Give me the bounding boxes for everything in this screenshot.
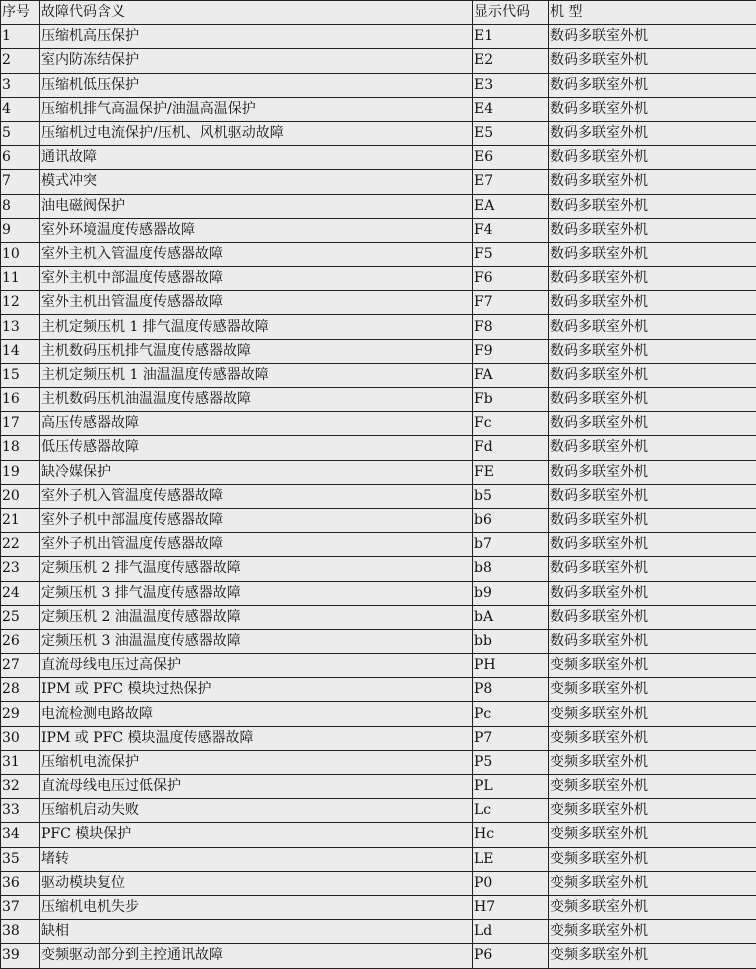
- cell-num: 1: [1, 25, 40, 49]
- cell-code: F7: [473, 291, 549, 315]
- cell-code: F6: [473, 267, 549, 291]
- cell-num: 22: [1, 533, 40, 557]
- cell-model: 数码多联室外机: [549, 146, 756, 170]
- cell-description: 油电磁阀保护: [40, 194, 473, 218]
- cell-description: 定频压机 2 油温温度传感器故障: [40, 605, 473, 629]
- table-row: [1, 581, 756, 605]
- table-row: [1, 920, 756, 944]
- cell-model: 变频多联室外机: [549, 895, 756, 919]
- cell-code: Fd: [473, 436, 549, 460]
- cell-code: FE: [473, 460, 549, 484]
- cell-model: 数码多联室外机: [549, 629, 756, 653]
- cell-code: Hc: [473, 823, 549, 847]
- cell-description: 变频驱动部分到主控通讯故障: [40, 944, 473, 968]
- cell-model: 数码多联室外机: [549, 339, 756, 363]
- cell-code: b9: [473, 581, 549, 605]
- cell-description: 模式冲突: [40, 170, 473, 194]
- cell-num: 28: [1, 678, 40, 702]
- table-row: [1, 170, 756, 194]
- cell-num: 10: [1, 242, 40, 266]
- cell-model: 数码多联室外机: [549, 194, 756, 218]
- cell-description: IPM 或 PFC 模块过热保护: [40, 678, 473, 702]
- cell-description: 室外主机中部温度传感器故障: [40, 267, 473, 291]
- cell-num: 34: [1, 823, 40, 847]
- cell-description: 通讯故障: [40, 146, 473, 170]
- cell-code: PL: [473, 775, 549, 799]
- cell-model: 变频多联室外机: [549, 847, 756, 871]
- cell-description: 直流母线电压过高保护: [40, 654, 473, 678]
- cell-description: 电流检测电路故障: [40, 702, 473, 726]
- cell-model: 变频多联室外机: [549, 702, 756, 726]
- cell-num: 11: [1, 267, 40, 291]
- header-description: 故障代码含义: [40, 1, 473, 25]
- cell-num: 24: [1, 581, 40, 605]
- cell-code: P8: [473, 678, 549, 702]
- cell-description: 室外主机出管温度传感器故障: [40, 291, 473, 315]
- cell-model: 数码多联室外机: [549, 315, 756, 339]
- cell-model: 数码多联室外机: [549, 460, 756, 484]
- cell-code: F5: [473, 242, 549, 266]
- table-row: [1, 315, 756, 339]
- cell-code: E2: [473, 49, 549, 73]
- cell-description: 压缩机电机失步: [40, 895, 473, 919]
- cell-description: 室外环境温度传感器故障: [40, 218, 473, 242]
- cell-code: LE: [473, 847, 549, 871]
- cell-num: 38: [1, 920, 40, 944]
- cell-code: E5: [473, 121, 549, 145]
- cell-num: 5: [1, 121, 40, 145]
- cell-num: 36: [1, 871, 40, 895]
- cell-num: 7: [1, 170, 40, 194]
- cell-model: 数码多联室外机: [549, 581, 756, 605]
- cell-num: 16: [1, 388, 40, 412]
- cell-num: 32: [1, 775, 40, 799]
- cell-code: Ld: [473, 920, 549, 944]
- cell-model: 数码多联室外机: [549, 121, 756, 145]
- cell-model: 变频多联室外机: [549, 823, 756, 847]
- cell-model: 变频多联室外机: [549, 678, 756, 702]
- table-row: [1, 291, 756, 315]
- cell-model: 变频多联室外机: [549, 775, 756, 799]
- table-row: [1, 97, 756, 121]
- cell-model: 数码多联室外机: [549, 436, 756, 460]
- cell-description: 定频压机 3 排气温度传感器故障: [40, 581, 473, 605]
- table-row: [1, 460, 756, 484]
- cell-model: 数码多联室外机: [549, 49, 756, 73]
- cell-description: 驱动模块复位: [40, 871, 473, 895]
- cell-num: 37: [1, 895, 40, 919]
- cell-num: 18: [1, 436, 40, 460]
- cell-model: 数码多联室外机: [549, 363, 756, 387]
- table-row: [1, 218, 756, 242]
- cell-code: P6: [473, 944, 549, 968]
- cell-num: 25: [1, 605, 40, 629]
- table-row: [1, 702, 756, 726]
- cell-description: 缺冷媒保护: [40, 460, 473, 484]
- cell-code: b7: [473, 533, 549, 557]
- cell-description: 定频压机 3 油温温度传感器故障: [40, 629, 473, 653]
- cell-num: 15: [1, 363, 40, 387]
- cell-description: 室外子机出管温度传感器故障: [40, 533, 473, 557]
- cell-description: 压缩机高压保护: [40, 25, 473, 49]
- table-row: [1, 750, 756, 774]
- cell-description: 室外主机入管温度传感器故障: [40, 242, 473, 266]
- table-row: [1, 654, 756, 678]
- cell-num: 20: [1, 484, 40, 508]
- table-row: [1, 944, 756, 968]
- cell-num: 26: [1, 629, 40, 653]
- table-row: [1, 508, 756, 532]
- cell-description: 室外子机入管温度传感器故障: [40, 484, 473, 508]
- cell-num: 33: [1, 799, 40, 823]
- cell-num: 2: [1, 49, 40, 73]
- cell-description: 压缩机电流保护: [40, 750, 473, 774]
- cell-description: 压缩机启动失败: [40, 799, 473, 823]
- cell-num: 14: [1, 339, 40, 363]
- cell-code: H7: [473, 895, 549, 919]
- cell-model: 数码多联室外机: [549, 218, 756, 242]
- cell-model: 变频多联室外机: [549, 726, 756, 750]
- cell-code: F8: [473, 315, 549, 339]
- table-row: [1, 484, 756, 508]
- cell-model: 变频多联室外机: [549, 944, 756, 968]
- cell-description: 主机数码压机油温温度传感器故障: [40, 388, 473, 412]
- table-row: [1, 823, 756, 847]
- cell-num: 8: [1, 194, 40, 218]
- cell-description: 主机定频压机 1 油温温度传感器故障: [40, 363, 473, 387]
- cell-code: Pc: [473, 702, 549, 726]
- cell-model: 数码多联室外机: [549, 25, 756, 49]
- cell-model: 数码多联室外机: [549, 605, 756, 629]
- cell-num: 39: [1, 944, 40, 968]
- cell-code: E3: [473, 73, 549, 97]
- cell-code: FA: [473, 363, 549, 387]
- cell-code: F9: [473, 339, 549, 363]
- cell-code: E1: [473, 25, 549, 49]
- cell-model: 数码多联室外机: [549, 97, 756, 121]
- cell-code: bA: [473, 605, 549, 629]
- table-row: [1, 775, 756, 799]
- cell-model: 数码多联室外机: [549, 267, 756, 291]
- cell-num: 21: [1, 508, 40, 532]
- cell-model: 数码多联室外机: [549, 557, 756, 581]
- cell-code: b8: [473, 557, 549, 581]
- table-row: [1, 871, 756, 895]
- table-row: [1, 49, 756, 73]
- table-row: [1, 339, 756, 363]
- table-row: [1, 146, 756, 170]
- cell-code: F4: [473, 218, 549, 242]
- table-row: [1, 557, 756, 581]
- cell-model: 数码多联室外机: [549, 291, 756, 315]
- table-row: [1, 895, 756, 919]
- cell-description: 堵转: [40, 847, 473, 871]
- cell-code: Fc: [473, 412, 549, 436]
- cell-code: E6: [473, 146, 549, 170]
- cell-code: P0: [473, 871, 549, 895]
- table-row: [1, 25, 756, 49]
- cell-model: 数码多联室外机: [549, 412, 756, 436]
- table-row: [1, 73, 756, 97]
- cell-model: 数码多联室外机: [549, 388, 756, 412]
- cell-description: 室内防冻结保护: [40, 49, 473, 73]
- cell-model: 数码多联室外机: [549, 533, 756, 557]
- cell-description: 压缩机过电流保护/压机、风机驱动故障: [40, 121, 473, 145]
- cell-code: PH: [473, 654, 549, 678]
- cell-num: 12: [1, 291, 40, 315]
- cell-num: 35: [1, 847, 40, 871]
- table-row: [1, 678, 756, 702]
- cell-model: 数码多联室外机: [549, 484, 756, 508]
- cell-num: 23: [1, 557, 40, 581]
- cell-description: 压缩机低压保护: [40, 73, 473, 97]
- cell-description: 主机定频压机 1 排气温度传感器故障: [40, 315, 473, 339]
- cell-code: b6: [473, 508, 549, 532]
- cell-model: 变频多联室外机: [549, 871, 756, 895]
- header-row: [1, 1, 756, 25]
- table-row: [1, 267, 756, 291]
- cell-num: 19: [1, 460, 40, 484]
- table-row: [1, 533, 756, 557]
- table-row: [1, 121, 756, 145]
- cell-num: 17: [1, 412, 40, 436]
- cell-num: 9: [1, 218, 40, 242]
- cell-code: Fb: [473, 388, 549, 412]
- table-row: [1, 388, 756, 412]
- cell-code: E7: [473, 170, 549, 194]
- cell-model: 数码多联室外机: [549, 242, 756, 266]
- table-row: [1, 242, 756, 266]
- table-row: [1, 194, 756, 218]
- cell-model: 数码多联室外机: [549, 170, 756, 194]
- table-row: [1, 726, 756, 750]
- cell-code: Lc: [473, 799, 549, 823]
- table-row: [1, 363, 756, 387]
- header-num: 序号: [1, 1, 40, 25]
- cell-code: b5: [473, 484, 549, 508]
- table-row: [1, 799, 756, 823]
- cell-description: 高压传感器故障: [40, 412, 473, 436]
- cell-code: bb: [473, 629, 549, 653]
- header-code: 显示代码: [473, 1, 549, 25]
- table-row: [1, 412, 756, 436]
- cell-code: P5: [473, 750, 549, 774]
- table-row: [1, 605, 756, 629]
- header-model: 机 型: [549, 1, 756, 25]
- table-row: [1, 629, 756, 653]
- cell-model: 变频多联室外机: [549, 654, 756, 678]
- cell-model: 变频多联室外机: [549, 920, 756, 944]
- cell-description: 主机数码压机排气温度传感器故障: [40, 339, 473, 363]
- cell-model: 变频多联室外机: [549, 750, 756, 774]
- cell-description: 定频压机 2 排气温度传感器故障: [40, 557, 473, 581]
- cell-description: 直流母线电压过低保护: [40, 775, 473, 799]
- cell-description: PFC 模块保护: [40, 823, 473, 847]
- table-body: [1, 25, 756, 968]
- cell-description: IPM 或 PFC 模块温度传感器故障: [40, 726, 473, 750]
- cell-num: 4: [1, 97, 40, 121]
- table-row: [1, 847, 756, 871]
- cell-num: 6: [1, 146, 40, 170]
- cell-num: 27: [1, 654, 40, 678]
- cell-num: 13: [1, 315, 40, 339]
- cell-model: 数码多联室外机: [549, 508, 756, 532]
- cell-code: P7: [473, 726, 549, 750]
- cell-num: 31: [1, 750, 40, 774]
- cell-num: 29: [1, 702, 40, 726]
- cell-description: 低压传感器故障: [40, 436, 473, 460]
- cell-description: 压缩机排气高温保护/油温高温保护: [40, 97, 473, 121]
- cell-num: 30: [1, 726, 40, 750]
- cell-num: 3: [1, 73, 40, 97]
- cell-description: 室外子机中部温度传感器故障: [40, 508, 473, 532]
- cell-model: 变频多联室外机: [549, 799, 756, 823]
- cell-description: 缺相: [40, 920, 473, 944]
- cell-model: 数码多联室外机: [549, 73, 756, 97]
- cell-code: E4: [473, 97, 549, 121]
- table-row: [1, 436, 756, 460]
- cell-code: EA: [473, 194, 549, 218]
